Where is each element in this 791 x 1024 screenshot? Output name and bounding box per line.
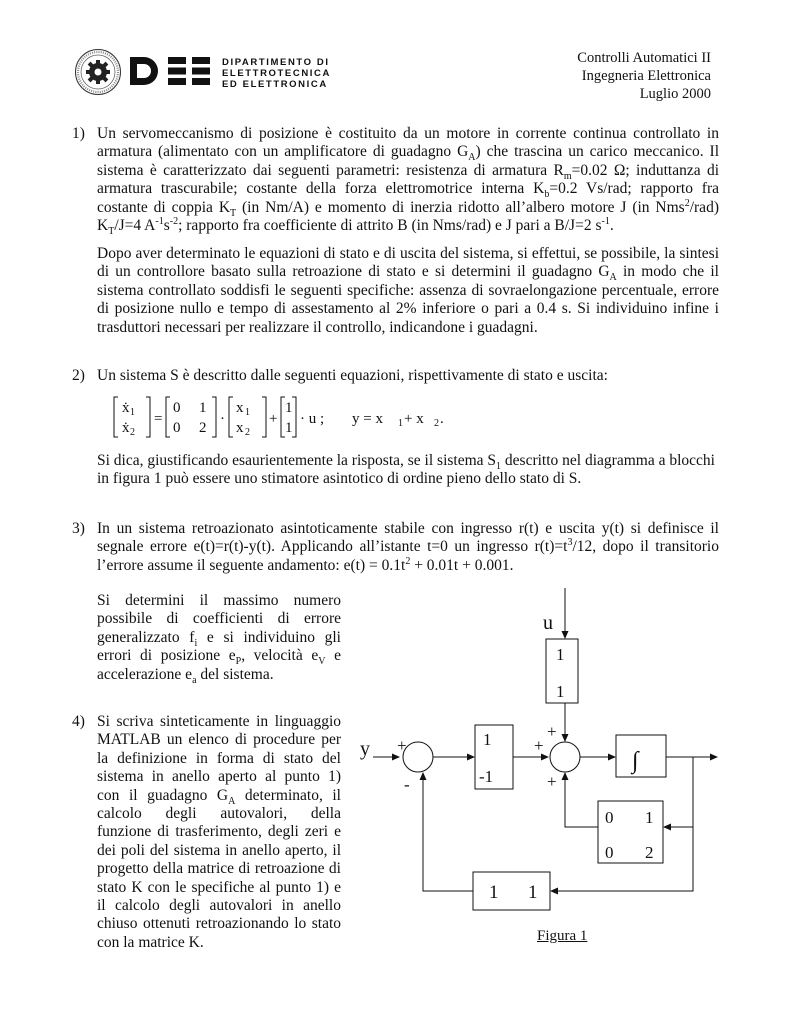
text-line: progetto della matrice di retroazione di (97, 860, 341, 878)
output-eq-c: . (440, 411, 444, 427)
svg-text:+: + (269, 411, 278, 427)
text-line: costante di coppia $K_T$ (in Nm/A) e momento di inerzia ridotto all’albero motore J (in Nms$^2$/rad) (97, 197, 719, 219)
output-block-2: 1 (528, 882, 538, 903)
sum2-plus-top: + (547, 722, 557, 741)
text-line: trasduttori necessari per realizzare il controllo, indicandone i guadagni. (97, 318, 538, 336)
state-to-output-block-arrow (551, 827, 693, 891)
output-eq-sub2: 2 (434, 418, 439, 429)
text-line: dei poli del sistema in anello aperto, il (97, 841, 341, 859)
text-line: il calcolo degli autovalori in anello (97, 897, 341, 915)
matrix-12: 1 (645, 808, 654, 827)
text-line: la definizione in forma di stato del (97, 749, 341, 767)
dee-logo-mark (128, 55, 212, 87)
gain-block-top: 1 (483, 730, 492, 749)
text-line: di un controllore basato sulla retroazione di stato e si determini il guadagno $G_A$ in modo che il (97, 263, 719, 284)
svg-text:=: = (154, 411, 163, 427)
q2-intro (97, 367, 719, 385)
q4-paragraph (97, 713, 341, 952)
summing-junction-1 (403, 742, 433, 772)
text-line: Dopo aver determinato le equazioni di stato e di uscita del sistema, si effettui, se possibile, la sintesi (97, 245, 719, 262)
gain-block-bottom: -1 (479, 767, 494, 786)
output-to-sum1-arrow (423, 773, 473, 891)
x-1-sub: 1 (245, 407, 250, 418)
text-line: con la matrice K. (97, 933, 204, 951)
input-block-top: 1 (556, 645, 565, 664)
text-line: sistema in anello aperto al punto 1) (97, 768, 341, 786)
course-title: Controlli Automatici II (577, 50, 711, 66)
a-22: 2 (199, 420, 207, 436)
xdot-2-sub: 2 (130, 427, 135, 438)
output-block-1: 1 (489, 882, 499, 903)
output-eq-a: y = x (352, 411, 383, 427)
text-line: calcolo degli autovalori, della (97, 805, 341, 823)
q2-paragraph (97, 452, 719, 489)
x-1: x (236, 400, 244, 416)
svg-text:·: · (220, 411, 225, 427)
xdot-1: ẋ (122, 400, 130, 416)
figure-caption: Figura 1 (537, 928, 588, 944)
q1-paragraph-2 (97, 245, 719, 337)
text-line: MATLAB un elenco di procedure per (97, 731, 341, 749)
state-to-matrix-arrow (664, 757, 693, 827)
b-1: 1 (285, 400, 293, 416)
input-block-bottom: 1 (556, 682, 565, 701)
text-line: di posizione nullo e tempo di assestamento al 2% inferiore o pari a 0.4 s. Si individuino infine i (97, 300, 719, 318)
text-line: Si determini il massimo numero (97, 592, 341, 609)
question-number: 2) (72, 367, 85, 384)
q1-paragraph-1 (97, 125, 720, 238)
text-line: Un sistema S è descritto dalle seguenti equazioni, rispettivamente di stato e uscita: (97, 367, 608, 384)
x-2-sub: 2 (245, 427, 250, 438)
text-line: armatura trascurabile; costante della forza elettromotrice interna $K_b=0.2$ Vs/rad; rapporto fra (97, 180, 719, 201)
text-line: $K_T/J=4$ $A^{-1}s^{-2}$; rapporto fra coefficiente di attrito B (in Nms/rad) e J pari a B/J=2 $s^{-1}$. (97, 215, 614, 238)
text-line: errori di posizione $e_P$, velocità $e_V$ e (97, 647, 341, 668)
text-line: accelerazione $e_a$ del sistema. (97, 665, 274, 686)
b-2: 1 (285, 420, 293, 436)
text-line: segnale errore e(t)=r(t)-y(t). Applicando all’istante t=0 un ingresso $r(t)=t^3/12$, dopo il transitorio (97, 537, 719, 556)
integral-symbol: ∫ (632, 748, 639, 774)
dept-line: DIPARTIMENTO DI (222, 57, 330, 68)
university-seal-logo (74, 48, 122, 96)
text-line: l’errore assume il seguente andamento: $e(t) = 0.1t^2 + 0.01t + 0.001$. (97, 555, 514, 574)
sum2-plus-left: + (534, 736, 544, 755)
department-name (222, 57, 331, 90)
output-eq-b: + x (404, 411, 424, 427)
q3-paragraph-1 (97, 520, 719, 575)
question-number: 3) (72, 520, 85, 537)
question-number: 1) (72, 125, 85, 142)
text-line: stato K con le specifiche al punto 1) e (97, 878, 341, 896)
x-2: x (236, 420, 244, 436)
text-line: In un sistema retroazionato asintoticamente stabile con ingresso r(t) e uscita y(t) si definisce il (97, 520, 719, 537)
xdot-1-sub: 1 (130, 407, 135, 418)
sum2-plus-bottom: + (547, 772, 557, 791)
text-line: armatura (alimentato con un amplificatore di guadagno $G_A$) che trascina un carico meccanico. Il (97, 143, 720, 164)
dept-line: ED ELETTRONICA (222, 79, 328, 90)
matrix-to-sum2-arrow (565, 773, 598, 827)
summing-junction-2 (550, 742, 580, 772)
a-12: 1 (199, 400, 207, 416)
header-info (577, 49, 711, 103)
text-line: possibile di coefficienti di errore (97, 610, 341, 628)
a-21: 0 (173, 420, 181, 436)
matrix-11: 0 (605, 808, 614, 827)
text-line: chiuso ottenuti retroazionando lo stato (97, 915, 341, 933)
integrator-block (616, 735, 666, 777)
matrix-22: 2 (645, 843, 654, 862)
sum1-plus-sign: + (397, 736, 407, 755)
xdot-2: ẋ (122, 420, 130, 436)
state-equation (112, 394, 472, 440)
q3-paragraph-2 (97, 592, 341, 684)
text-line: funzione di trasferimento, degli zeri e (97, 823, 341, 841)
a-11: 0 (173, 400, 181, 416)
sum1-minus-sign: - (404, 775, 410, 794)
y-label: y (360, 738, 370, 760)
block-diagram-figure (345, 585, 720, 955)
text-line: Un servomeccanismo di posizione è costituito da un motore in corrente continua controllato in (97, 125, 719, 142)
text-line: in figura 1 può essere uno stimatore asintotico di ordine pieno dello stato di S. (97, 470, 582, 488)
question-number: 4) (72, 713, 85, 730)
output-gain-block (473, 872, 550, 910)
text-line: Si scriva sinteticamente in linguaggio (97, 713, 341, 730)
u-label: u (543, 612, 553, 634)
output-eq-sub1: 1 (398, 418, 403, 429)
text-line: sistema è caratterizzato dai seguenti parametri: resistenza di armatura $R_m=0.02$ Ω; induttanza di (97, 161, 720, 182)
text-line: generalizzato $f_i$ e si individuino gli (97, 628, 341, 649)
text-line: con il guadagno $G_A$ determinato, il (97, 786, 341, 807)
text-line: Si dica, giustificando esaurientemente la risposta, se il sistema $S_1$ descritto nel diagramma a blocchi (97, 452, 715, 473)
matrix-21: 0 (605, 843, 614, 862)
text-line: sistema controllato soddisfi le seguenti specifiche: assenza di sovraelongazione percentuale, errore (97, 281, 719, 299)
exam-date: Luglio 2000 (639, 86, 711, 102)
program-name: Ingegneria Elettronica (581, 68, 711, 84)
u-term: · u ; (300, 411, 325, 427)
dept-line: ELETTROTECNICA (222, 68, 331, 79)
